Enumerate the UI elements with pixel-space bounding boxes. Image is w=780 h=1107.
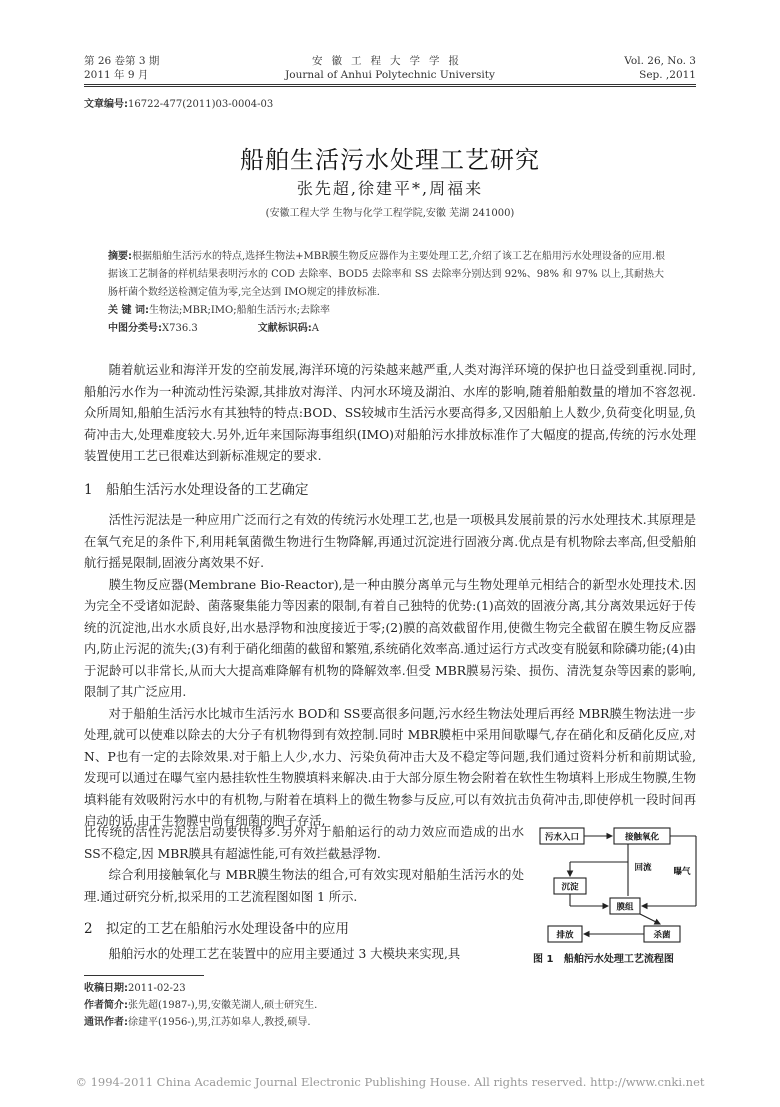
- corresponding-author: [84, 1014, 317, 1031]
- label-contact-oxidation: 接触氧化: [624, 832, 660, 843]
- label-sterilize: 杀菌: [653, 930, 671, 941]
- paragraph-ship-sewage-cont: 比传统的活性污泥法启动要快得多.另外对于船舶运行的动力效应而造成的出水 SS不稳定,因 MBR膜具有超滤性能,可有效拦截悬浮物.: [84, 825, 524, 861]
- arrow-membrane-sterilize: [640, 914, 660, 924]
- author-bio-text: 张先超(1987-),男,安徽芜湖人,硕士研究生.: [128, 1000, 318, 1011]
- section-2-number: 2: [84, 921, 93, 937]
- volume-issue: 第 26 卷第 3 期: [84, 55, 160, 67]
- label-membrane: 膜组: [616, 902, 634, 913]
- label-aeration: 曝气: [673, 867, 691, 877]
- journal-name-cn: 安徽工程大学学报: [312, 55, 468, 67]
- section-2-title: 拟定的工艺在船舶污水处理设备中的应用: [106, 921, 349, 937]
- received-value: 2011-02-23: [128, 983, 186, 994]
- section-1-heading: [84, 478, 309, 498]
- paper-authors: 张先超,徐建平*,周福来: [296, 179, 484, 198]
- journal-name: [230, 54, 550, 82]
- section-2-heading: [84, 917, 349, 937]
- paragraph-application: 船舶污水的处理工艺在装置中的应用主要通过 3 大模块来实现,具: [108, 947, 461, 961]
- article-number-value: 16722-477(2011)03-0004-03: [128, 99, 274, 110]
- section-1-number: 1: [84, 482, 93, 498]
- received-date: [84, 980, 317, 997]
- doc-code-label: 文献标识码:: [257, 323, 312, 334]
- keywords-text: 生物法;MBR;IMO;船舶生活污水;去除率: [148, 305, 330, 316]
- paragraph-mbr: 膜生物反应器(Membrane Bio-Reactor),是一种由膜分离单元与生物处理单元相结合的新型水处理技术.因为完全不受诸如泥龄、菌落聚集能力等因素的限制,有着自己独特的优势:(1)高效的固液分离,其分离效果远好于传统的沉淀池,出水水质良好,出水悬浮物和浊度接近于零;(2)膜的高效截留作用,使微生物完全截留在膜生物反应器内,防止污泥的流失;(3)有利于硝化细菌的截留和繁殖,系统硝化效率高.通过运行方式改变有脱氨和除磷功能;(4)由于泥龄可以非常长,从而大大提高难降解有机物的降解效率.但受 MBR膜易污染、损伤、清洗复杂等因素的影响,限制了其广泛应用.: [84, 577, 696, 699]
- copyright-notice: © 1994-2011 China Academic Journal Electronic Publishing House. All rights reserved. http://www.cnki.net: [75, 1075, 705, 1089]
- issue-date-en: Sep. ,2011: [639, 69, 696, 81]
- section-2-body: [84, 944, 524, 966]
- intro-paragraph: [84, 360, 696, 468]
- footnote-rule: [84, 975, 204, 976]
- corresponding-label: 通讯作者:: [84, 1017, 128, 1028]
- corresponding-text: 徐建平(1956-),男,江苏如皋人,教授,硕导.: [128, 1017, 311, 1028]
- intro-text: 随着航运业和海洋开发的空前发展,海洋环境的污染越来越严重,人类对海洋环境的保护也日益受到重视.同时,船舶污水作为一种流动性污染源,其排放对海洋、内河水环境及湖泊、水库的影响,随着船舶数量的增加不容忽视.众所周知,船舶生活污水有其独特的特点:BOD、SS较城市生活污水要高得多,又因船舶上人数少,负荷变化明显,负荷冲击大,处理难度较大.另外,近年来国际海事组织(IMO)对船舶污水排放标准作了大幅度的提高,传统的污水处理装置使用工艺已很难达到新标准规定的要求.: [84, 363, 696, 463]
- header-rule: [84, 84, 696, 85]
- author-bio: [84, 997, 317, 1014]
- issue-date: 2011 年 9 月: [84, 69, 149, 81]
- abstract-label: 摘要:: [108, 251, 132, 262]
- received-label: 收稿日期:: [84, 983, 128, 994]
- clc-label: 中图分类号:: [108, 323, 162, 334]
- figure-caption-text: 船舶污水处理工艺流程图: [563, 954, 674, 965]
- label-settling: 沉淀: [561, 882, 579, 893]
- figure-caption: [533, 950, 713, 965]
- label-inlet: 污水入口: [544, 832, 580, 843]
- figure-number: 图 1: [533, 954, 554, 965]
- keywords-label: 关 键 词:: [108, 305, 149, 316]
- label-discharge: 排放: [556, 930, 574, 941]
- journal-issue-en: [624, 54, 696, 82]
- paragraph-ship-sewage: 对于船舶生活污水比城市生活污水 BOD和 SS要高很多问题,污水经生物法处理后再经 MBR膜生物法进一步处理,就可以使难以除去的大分子有机物得到有效控制.同时 MBR膜柜中采用间歇曝气,存在硝化和反硝化反应,对 N、P也有一定的去除效果.对于船上人少,水力、污染负荷冲击大及不稳定等问题,我们通过资料分析和前期试验,发现可以通过在曝气室内悬挂软性生物膜填料来解决.由于大部分原生物会附着在软性生物填料上形成生物膜,生物填料能有效吸附污水中的有机物,与附着在填料上的微生物参与反应,可以有效抗击负荷冲击,即使停机一段时间再启动的话,由于生物膜中尚有细菌的胞子存活,: [84, 706, 696, 828]
- clc-value: X736.3: [162, 323, 198, 334]
- keywords: [108, 302, 673, 320]
- paragraph-activated-sludge: 活性污泥法是一种应用广泛而行之有效的传统污水处理工艺,也是一项极具发展前景的污水处理技术.其原理是在氧气充足的条件下,利用耗氧菌微生物进行生物降解,再通过沉淀进行固液分离.优点是有机物除去率高,但受船舶航行摇晃限制,固液分离效果不好.: [84, 513, 696, 570]
- abstract-text: 根据船舶生活污水的特点,选择生物法+MBR膜生物反应器作为主要处理工艺,介绍了该工艺在船用污水处理设备的应用.根据该工艺制备的样机结果表明污水的 COD 去除率、BOD5 去除率和 SS 去除率分别达到 92%、98% 和 97% 以上,其耐热大肠杆菌个数经送检测定值为零,完全达到 IMO规定的排放标准.: [108, 251, 666, 298]
- header-rule-2: [84, 86, 696, 87]
- article-number: [84, 95, 273, 110]
- section-1-body: [84, 510, 696, 833]
- process-flow-diagram: [536, 822, 708, 946]
- journal-issue: [84, 54, 159, 82]
- author-bio-label: 作者简介:: [84, 1000, 128, 1011]
- footnotes: [84, 980, 317, 1031]
- section-1-body-cont: [84, 822, 524, 908]
- author-affiliation: (安徽工程大学 生物与化学工程学院,安徽 芜湖 241000): [265, 208, 515, 219]
- label-reflux: 回流: [634, 863, 652, 873]
- classification: [108, 320, 673, 338]
- section-1-title: 船舶生活污水处理设备的工艺确定: [106, 482, 309, 498]
- article-number-label: 文章编号:: [84, 99, 128, 110]
- abstract-block: [108, 248, 673, 338]
- paragraph-combination: 综合利用接触氧化与 MBR膜生物法的组合,可有效实现对船舶生活污水的处理.通过研究分析,拟采用的工艺流程图如图 1 所示.: [84, 868, 524, 904]
- journal-name-en: Journal of Anhui Polytechnic University: [285, 69, 495, 81]
- paper-title: 船舶生活污水处理工艺研究: [240, 146, 540, 174]
- volume-issue-en: Vol. 26, No. 3: [624, 55, 696, 67]
- doc-code-value: A: [311, 323, 319, 334]
- abstract: [108, 248, 673, 302]
